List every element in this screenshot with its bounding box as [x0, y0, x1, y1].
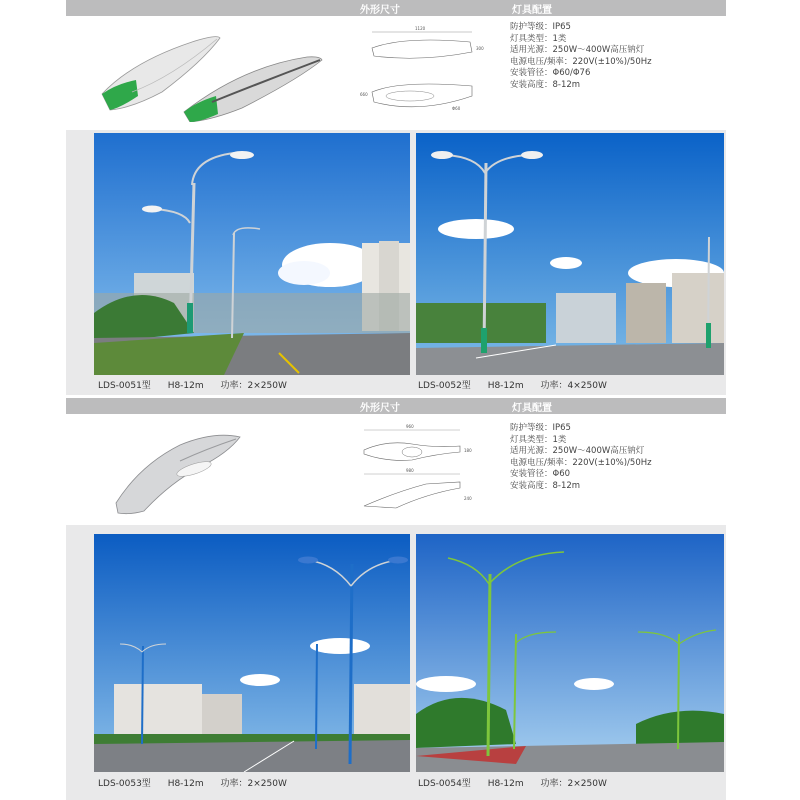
section1-header-dimensions: 外形尺寸: [360, 5, 400, 16]
dim-height-2: 180: [464, 448, 472, 453]
power-0053: 功率：2×250W: [220, 779, 287, 789]
street-photo-0051: [94, 133, 410, 375]
power-0052: 功率：4×250W: [540, 381, 607, 391]
street-photo-0054: [416, 534, 724, 772]
dimension-drawing-2: [356, 422, 476, 516]
caption-0054: [418, 776, 621, 789]
spec-list-2: [510, 423, 652, 492]
power-0051: 功率：2×250W: [220, 381, 287, 391]
spec-type: 灯具类型：1类: [510, 33, 567, 44]
street-photo-0053: [94, 534, 410, 772]
spec-protection: 防护等级：IP65: [510, 22, 571, 32]
spec-light-source: 适用光源：250W～400W高压钠灯: [510, 446, 645, 456]
power-0054: 功率：2×250W: [540, 779, 607, 789]
section2-header-dimensions: 外形尺寸: [360, 403, 400, 414]
model-0051: LDS-0051型: [98, 381, 151, 391]
lamp-product-image-2: [110, 425, 250, 515]
street-photo-0052: [416, 133, 724, 375]
section2-header-config: 灯具配置: [512, 403, 552, 414]
lamp-product-image-1: [92, 22, 332, 122]
dim-pipe-1: Φ60: [452, 106, 461, 111]
section1-header-config: 灯具配置: [512, 5, 552, 16]
dim-height2-2: 240: [464, 496, 472, 501]
caption-0052: [418, 378, 621, 391]
height-0051: H8-12m: [167, 381, 204, 391]
dim-height-1: 300: [476, 46, 484, 51]
height-0052: H8-12m: [487, 381, 524, 391]
height-0053: H8-12m: [167, 779, 204, 789]
spec-protection: 防护等级：IP65: [510, 423, 571, 433]
dim-length-2: 960: [406, 424, 414, 429]
spec-voltage: 电源电压/频率：220V(±10%)/50Hz: [510, 56, 652, 67]
spec-install-height: 安装高度：8-12m: [510, 79, 581, 90]
spec-light-source: 适用光源：250W～400W高压钠灯: [510, 45, 645, 55]
spec-pipe-diameter: 安装管径：Φ60/Φ76: [510, 68, 591, 78]
dim-length2-2: 980: [406, 468, 414, 473]
height-0054: H8-12m: [487, 779, 524, 789]
caption-0053: [98, 776, 301, 789]
dimension-drawing-1: [360, 22, 490, 118]
model-0052: LDS-0052型: [418, 381, 471, 391]
dim-length-1: 1120: [415, 26, 426, 31]
spec-type: 灯具类型：1类: [510, 434, 567, 445]
caption-0051: [98, 378, 301, 391]
spec-voltage: 电源电压/频率：220V(±10%)/50Hz: [510, 457, 652, 468]
model-0054: LDS-0054型: [418, 779, 471, 789]
spec-install-height: 安装高度：8-12m: [510, 480, 581, 491]
spec-list-1: [510, 22, 652, 91]
section1-header: [66, 0, 726, 16]
section2-header: [66, 398, 726, 414]
dim-depth-1: 660: [360, 92, 368, 97]
model-0053: LDS-0053型: [98, 779, 151, 789]
spec-pipe-diameter: 安装管径：Φ60: [510, 469, 571, 479]
